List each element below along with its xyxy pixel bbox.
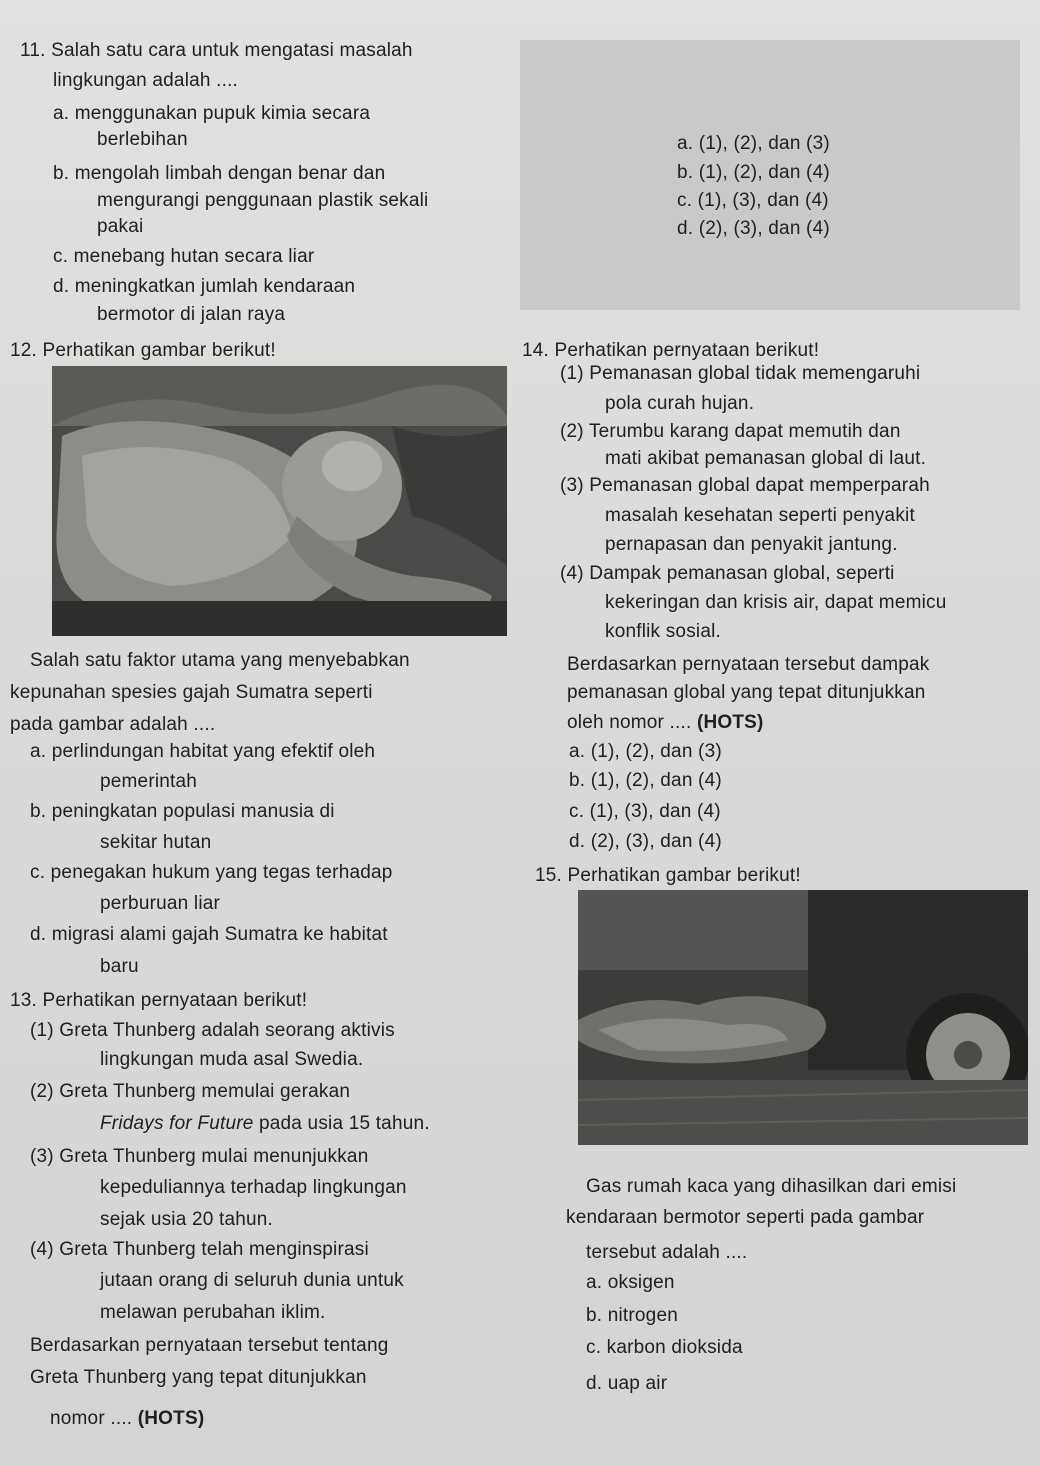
q15-option-b: b. nitrogen: [586, 1305, 678, 1326]
q13-hots: (HOTS): [137, 1408, 205, 1429]
q14-option-d: d. (2), (3), dan (4): [569, 831, 722, 852]
q11-option-b-cont2: pakai: [97, 216, 144, 237]
q13-stem: 13. Perhatikan pernyataan berikut!: [10, 990, 308, 1011]
q13-statement-2-cont: [100, 1113, 430, 1135]
q14-statement-1-cont: pola curah hujan.: [605, 393, 755, 414]
q15-question-line3: tersebut adalah ....: [586, 1242, 748, 1263]
q13-closing-line3: [50, 1408, 204, 1430]
q12-option-d: d. migrasi alami gajah Sumatra ke habitat: [30, 924, 388, 945]
q12-option-d-cont: baru: [100, 956, 139, 977]
q13-statement-4-cont1: jutaan orang di seluruh dunia untuk: [100, 1270, 404, 1291]
q11-option-a: a. menggunakan pupuk kimia secara: [53, 103, 371, 124]
q13-statement-4: (4) Greta Thunberg telah menginspirasi: [30, 1239, 369, 1260]
prev-choice-c: c. (1), (3), dan (4): [677, 190, 829, 211]
q11-option-a-cont: berlebihan: [97, 129, 188, 150]
q13-statement-1-cont: lingkungan muda asal Swedia.: [100, 1049, 364, 1070]
q13-closing-line1: Berdasarkan pernyataan tersebut tentang: [30, 1335, 389, 1356]
q14-closing-line2: pemanasan global yang tepat ditunjukkan: [567, 682, 926, 703]
q14-closing-line1: Berdasarkan pernyataan tersebut dampak: [567, 654, 930, 675]
q14-statement-3: (3) Pemanasan global dapat memperparah: [560, 475, 930, 496]
q12-stem: 12. Perhatikan gambar berikut!: [10, 340, 276, 361]
q12-option-a-cont: pemerintah: [100, 771, 198, 792]
q13-nomor: nomor ....: [50, 1408, 138, 1429]
q11-stem-line2: lingkungan adalah ....: [53, 70, 239, 91]
q14-stem: 14. Perhatikan pernyataan berikut!: [522, 340, 820, 361]
q13-statement-3-cont2: sejak usia 20 tahun.: [100, 1209, 274, 1230]
q15-question-line2: kendaraan bermotor seperti pada gambar: [566, 1207, 925, 1228]
prev-choice-b: b. (1), (2), dan (4): [677, 162, 830, 183]
q14-option-b: b. (1), (2), dan (4): [569, 770, 722, 791]
q13-statement-1: (1) Greta Thunberg adalah seorang aktivis: [30, 1020, 395, 1041]
q15-stem: 15. Perhatikan gambar berikut!: [535, 865, 801, 886]
q13-statement-3-cont1: kepeduliannya terhadap lingkungan: [100, 1177, 407, 1198]
q13-statement-3: (3) Greta Thunberg mulai menunjukkan: [30, 1146, 369, 1167]
q14-hots: (HOTS): [696, 712, 764, 733]
car-exhaust-photo: [578, 890, 1028, 1145]
q12-option-b: b. peningkatan populasi manusia di: [30, 801, 335, 822]
q14-statement-2-cont: mati akibat pemanasan global di laut.: [605, 448, 927, 469]
q12-option-a: a. perlindungan habitat yang efektif oleh: [30, 741, 376, 762]
q14-statement-3-cont1: masalah kesehatan seperti penyakit: [605, 505, 915, 526]
q14-closing-line3: [567, 712, 764, 734]
q12-option-c-cont: perburuan liar: [100, 893, 221, 914]
q11-option-d-cont: bermotor di jalan raya: [97, 304, 286, 325]
q11-option-d: d. meningkatkan jumlah kendaraan: [53, 276, 356, 297]
q12-question-line2: kepunahan spesies gajah Sumatra seperti: [10, 682, 373, 703]
q11-option-c: c. menebang hutan secara liar: [53, 246, 315, 267]
q11-option-b-cont1: mengurangi penggunaan plastik sekali: [97, 190, 429, 211]
q13-fridays-for-future: Fridays for Future: [100, 1113, 254, 1134]
q14-statement-3-cont2: pernapasan dan penyakit jantung.: [605, 534, 898, 555]
q14-option-c: c. (1), (3), dan (4): [569, 801, 721, 822]
q15-option-c: c. karbon dioksida: [586, 1337, 743, 1358]
q14-statement-4: (4) Dampak pemanasan global, seperti: [560, 563, 895, 584]
q14-option-a: a. (1), (2), dan (3): [569, 741, 722, 762]
q12-option-c: c. penegakan hukum yang tegas terhadap: [30, 862, 393, 883]
q12-question-line3: pada gambar adalah ....: [10, 714, 216, 735]
q15-option-a: a. oksigen: [586, 1272, 675, 1293]
q14-nomor: oleh nomor ....: [567, 712, 697, 733]
prev-choice-d: d. (2), (3), dan (4): [677, 218, 830, 239]
q14-statement-4-cont1: kekeringan dan krisis air, dapat memicu: [605, 592, 947, 613]
q15-option-d: d. uap air: [586, 1373, 668, 1394]
q11-stem-line1: 11. Salah satu cara untuk mengatasi masalah: [20, 40, 413, 61]
q14-statement-1: (1) Pemanasan global tidak memengaruhi: [560, 363, 921, 384]
q14-statement-2: (2) Terumbu karang dapat memutih dan: [560, 421, 901, 442]
elephant-photo: [52, 366, 507, 636]
q12-option-b-cont: sekitar hutan: [100, 832, 212, 853]
q13-closing-line2: Greta Thunberg yang tepat ditunjukkan: [30, 1367, 367, 1388]
q13-statement-2-rest: pada usia 15 tahun.: [253, 1113, 430, 1134]
q13-statement-2: (2) Greta Thunberg memulai gerakan: [30, 1081, 351, 1102]
q11-option-b: b. mengolah limbah dengan benar dan: [53, 163, 386, 184]
prev-choice-a: a. (1), (2), dan (3): [677, 133, 830, 154]
q13-statement-4-cont2: melawan perubahan iklim.: [100, 1302, 326, 1323]
q12-question-line1: Salah satu faktor utama yang menyebabkan: [30, 650, 410, 671]
q14-statement-4-cont2: konflik sosial.: [605, 621, 721, 642]
q15-question-line1: Gas rumah kaca yang dihasilkan dari emisi: [586, 1176, 957, 1197]
